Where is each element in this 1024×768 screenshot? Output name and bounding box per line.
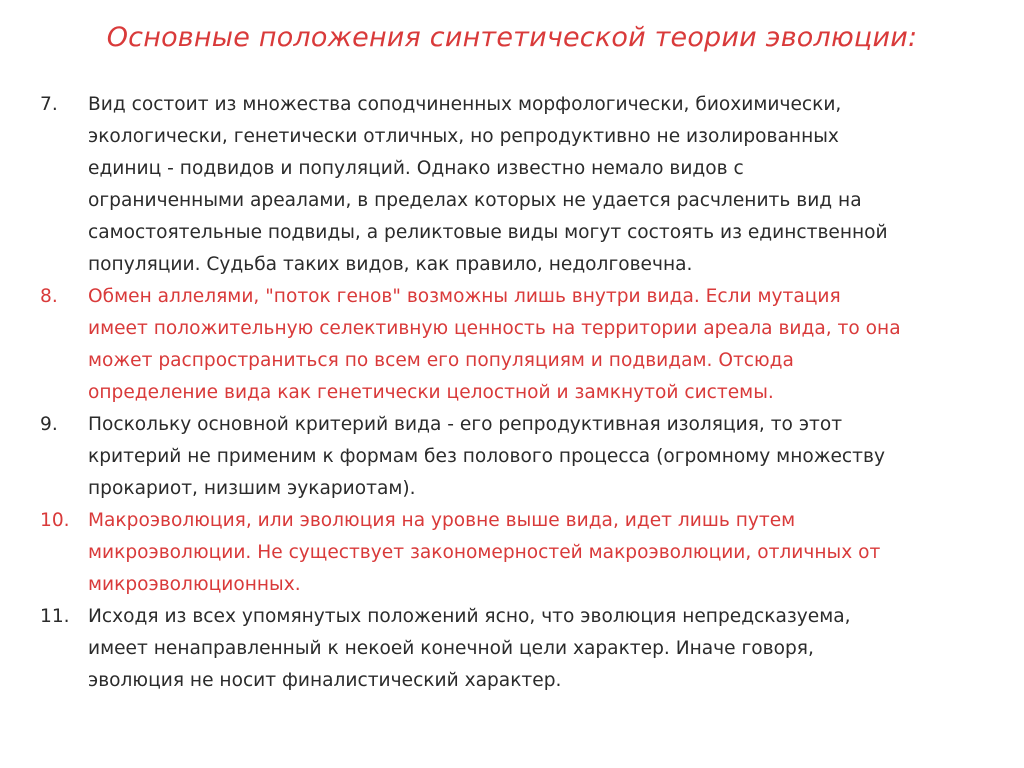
text-line: критерий не применим к формам без полового процесса (огромному множеству	[88, 446, 885, 467]
list-item-7	[40, 89, 1000, 281]
text-line: Обмен аллелями, "поток генов" возможны лишь внутри вида. Если мутация	[88, 286, 841, 307]
item-text	[88, 505, 1000, 601]
text-line: эволюция не носит финалистический характер.	[88, 670, 562, 691]
text-line: микроэволюционных.	[88, 574, 301, 595]
text-line: Исходя из всех упомянутых положений ясно, что эволюция непредсказуема,	[88, 606, 851, 627]
text-line: микроэволюции. Не существует закономерностей макроэволюции, отличных от	[88, 542, 881, 563]
item-number: 11.	[40, 606, 70, 627]
text-line: Макроэволюция, или эволюция на уровне выше вида, идет лишь путем	[88, 510, 796, 531]
text-line: единиц - подвидов и популяций. Однако известно немало видов с	[88, 158, 744, 179]
list-item-11	[40, 601, 1000, 697]
text-line: может распространиться по всем его популяциям и подвидам. Отсюда	[88, 350, 794, 371]
item-text	[88, 601, 1000, 697]
slide-title: Основные положения синтетической теории эволюции:	[106, 22, 918, 53]
item-text	[88, 281, 1000, 409]
list-item-8	[40, 281, 1000, 409]
numbered-list	[40, 89, 1000, 697]
text-line: прокариот, низшим эукариотам).	[88, 478, 416, 499]
text-line: Поскольку основной критерий вида - его репродуктивная изоляция, то этот	[88, 414, 843, 435]
text-line: Вид состоит из множества соподчиненных морфологически, биохимически,	[88, 94, 842, 115]
item-text	[88, 89, 1000, 281]
text-line: экологически, генетически отличных, но репродуктивно не изолированных	[88, 126, 839, 147]
text-line: самостоятельные подвиды, а реликтовые виды могут состоять из единственной	[88, 222, 888, 243]
item-number: 8.	[40, 286, 58, 307]
text-line: определение вида как генетически целостной и замкнутой системы.	[88, 382, 774, 403]
item-number: 7.	[40, 94, 58, 115]
item-text	[88, 409, 1000, 505]
list-item-10	[40, 505, 1000, 601]
text-line: ограниченными ареалами, в пределах которых не удается расчленить вид на	[88, 190, 862, 211]
list-item-9	[40, 409, 1000, 505]
text-line: имеет ненаправленный к некоей конечной цели характер. Иначе говоря,	[88, 638, 814, 659]
text-line: популяции. Судьба таких видов, как правило, недолговечна.	[88, 254, 693, 275]
item-number: 10.	[40, 510, 70, 531]
item-number: 9.	[40, 414, 58, 435]
text-line: имеет положительную селективную ценность на территории ареала вида, то она	[88, 318, 901, 339]
